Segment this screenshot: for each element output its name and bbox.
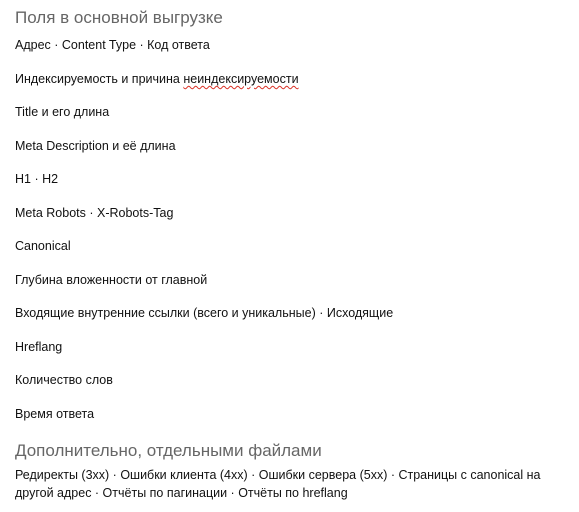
indexability-text: Индексируемость и причина [15, 72, 184, 86]
field-depth: Глубина вложенности от главной [15, 273, 208, 287]
field-word-count: Количество слов [15, 373, 113, 387]
field-title-length: Title и его длина [15, 105, 110, 119]
field-inlinks-outlinks: Входящие внутренние ссылки (всего и уникальные) · Исходящие [15, 306, 394, 320]
field-canonical: Canonical [15, 239, 71, 253]
field-hreflang: Hreflang [15, 340, 63, 354]
field-response-time: Время ответа [15, 407, 95, 421]
extra-files-heading: Дополнительно, отдельными файлами [15, 441, 322, 460]
field-h1-h2: H1 · H2 [15, 172, 59, 186]
main-fields-heading: Поля в основной выгрузке [15, 8, 223, 27]
field-indexability [15, 70, 299, 88]
extra-files-text: Редиректы (3xx) · Ошибки клиента (4xx) · Ошибки сервера (5xx) · Страницы с canonical на другой адрес · Отчёты по пагинации · Отчёты по hreflang [15, 468, 541, 500]
field-meta-description-length: Meta Description и её длина [15, 139, 176, 153]
misspelled-word[interactable]: неиндексируемости [183, 72, 299, 86]
field-meta-robots: Meta Robots · X-Robots-Tag [15, 206, 174, 220]
field-address-content-type-code: Адрес · Content Type · Код ответа [15, 38, 210, 52]
